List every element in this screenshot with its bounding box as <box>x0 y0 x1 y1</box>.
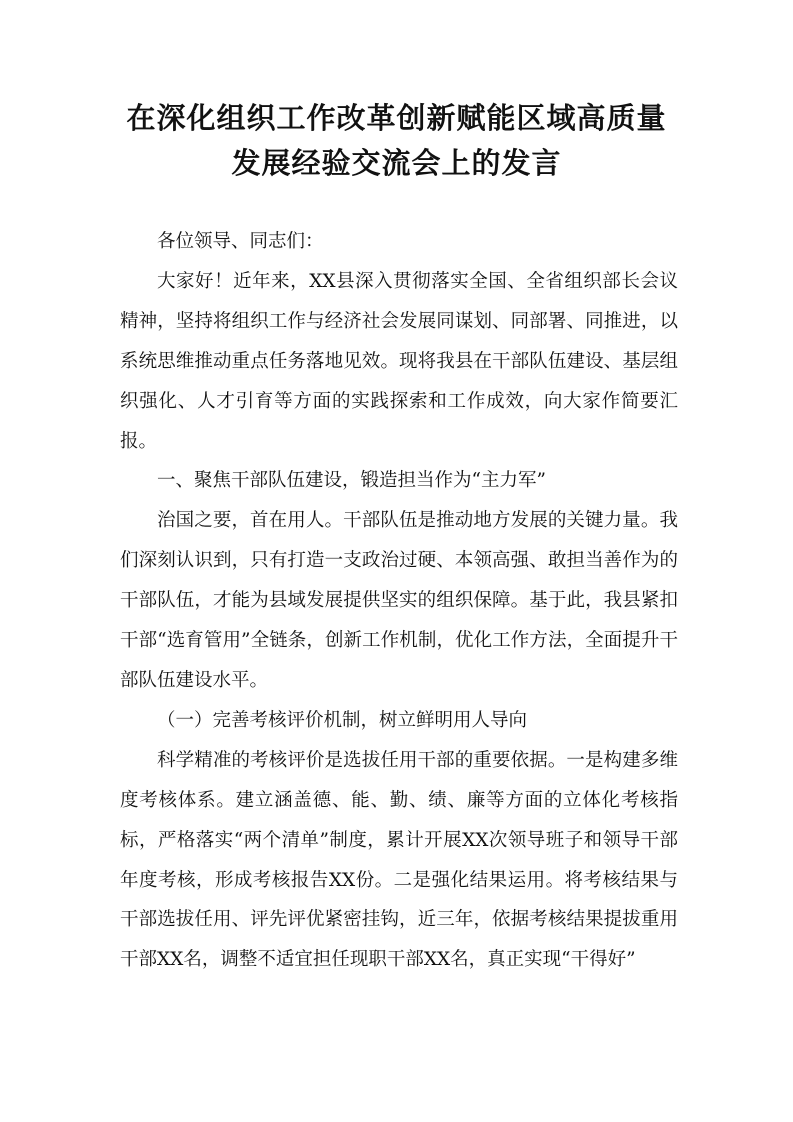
paragraph-section-1: 治国之要，首在用人。干部队伍是推动地方发展的关键力量。我们深刻认识到，只有打造一支政治过硬、本领高强、敢担当善作为的干部队伍，才能为县域发展提供坚实的组织保障。基于此，我县紧扣干部“选育管用”全链条，创新工作机制，优化工作方法，全面提升干部队伍建设水平。 <box>120 510 678 691</box>
document-body <box>120 222 678 980</box>
section-heading-1: 一、聚焦干部队伍建设，锻造担当作为“主力军” <box>157 470 546 492</box>
salutation: 各位领导、同志们： <box>157 231 324 252</box>
subsection-heading-1: （一）完善考核评价机制，树立鲜明用人导向 <box>157 709 528 731</box>
paragraph-subsection-1: 科学精准的考核评价是选拔任用干部的重要依据。一是构建多维度考核体系。建立涵盖德、能、勤、绩、廉等方面的立体化考核指标，严格落实“两个清单”制度，累计开展XX次领导班子和领导干部年度考核，形成考核报告XX份。二是强化结果运用。将考核结果与干部选拔任用、评先评优紧密挂钩，近三年，依据考核结果提拔重用干部XX名，调整不适宜担任现职干部XX名，真正实现“干得好” <box>120 749 678 971</box>
paragraph-intro: 大家好！近年来，XX县深入贯彻落实全国、全省组织部长会议精神，坚持将组织工作与经济社会发展同谋划、同部署、同推进，以系统思维推动重点任务落地见效。现将我县在干部队伍建设、基层组织强化、人才引育等方面的实践探索和工作成效，向大家作简要汇报。 <box>120 270 678 452</box>
document-title-line-2: 发展经验交流会上的发言 <box>231 146 562 180</box>
document-title-line-1: 在深化组织工作改革创新赋能区域高质量 <box>126 101 667 135</box>
